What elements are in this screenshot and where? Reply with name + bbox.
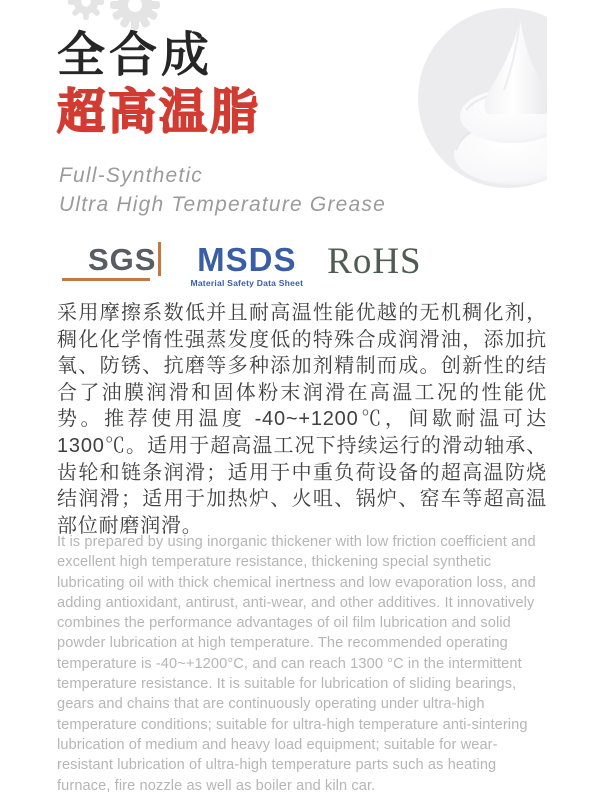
gear-icon [110, 0, 160, 30]
page-title-cn-line1: 全合成 [57, 29, 214, 82]
description-chinese: 采用摩擦系数低并且耐高温性能优越的无机稠化剂，稠化化学惰性强蒸发度低的特殊合成润滑油，添加抗氧、防锈、抗磨等多种添加剂精制而成。创新性的结合了油膜润滑和固体粉末润滑在高温工况的性能优势。推荐使用温度 -40~+1200℃，间歇耐温可达 1300℃。适用于超高温工况下持续运行的滑动轴承、齿轮和链条润滑；适用于中重负荷设备的超高温防烧结润滑；适用于加热炉、火咀、锅炉、窑车等超高温部位耐磨润滑。 [57, 302, 547, 537]
gear-icon [68, 0, 104, 20]
product-image [418, 0, 600, 200]
subtitle-line1: Full-Synthetic [59, 164, 204, 188]
rohs-badge [327, 242, 421, 280]
description-english: It is prepared by using inorganic thickener with low friction coefficient and excellent high temperature resistance, thickening special synthetic lubricating oil with thick chemical inertness and low evaporation loss, and adding antioxidant, antirust, anti-wear, and other additives. It innovatively combines the performance advantages of oil film lubrication and solid powder lubrication at high temperature. The recommended operating temperature is -40~+1200°C, and can reach 1300 °C in the intermittent temperature resistance. It is suitable for lubrication of sliding bearings, gears and chains that are continuously operating under ultra-high temperature conditions; suitable for ultra-high temperature anti-sintering lubrication of medium and heavy load equipment; suitable for wear-resistant lubrication of ultra-high temperature parts such as heating furnace, fire nozzle as well as boiler and kiln car. [57, 534, 536, 794]
sgs-label: SGS [88, 242, 157, 277]
msds-label: MSDS [197, 241, 297, 278]
sgs-vertical-accent [158, 242, 161, 276]
subtitle-line2: Ultra High Temperature Grease [59, 193, 386, 217]
sgs-underline-accent [62, 278, 150, 281]
rohs-label: RoHS [327, 241, 422, 282]
page-title-cn-line2: 超高温脂 [57, 85, 262, 139]
sgs-badge [62, 242, 164, 285]
photo-crop-edge [547, 0, 600, 200]
msds-sublabel: Material Safety Data Sheet [190, 278, 304, 288]
header [57, 28, 386, 219]
certification-badges [62, 242, 422, 288]
subtitle-en [59, 161, 386, 219]
msds-badge [190, 242, 303, 288]
